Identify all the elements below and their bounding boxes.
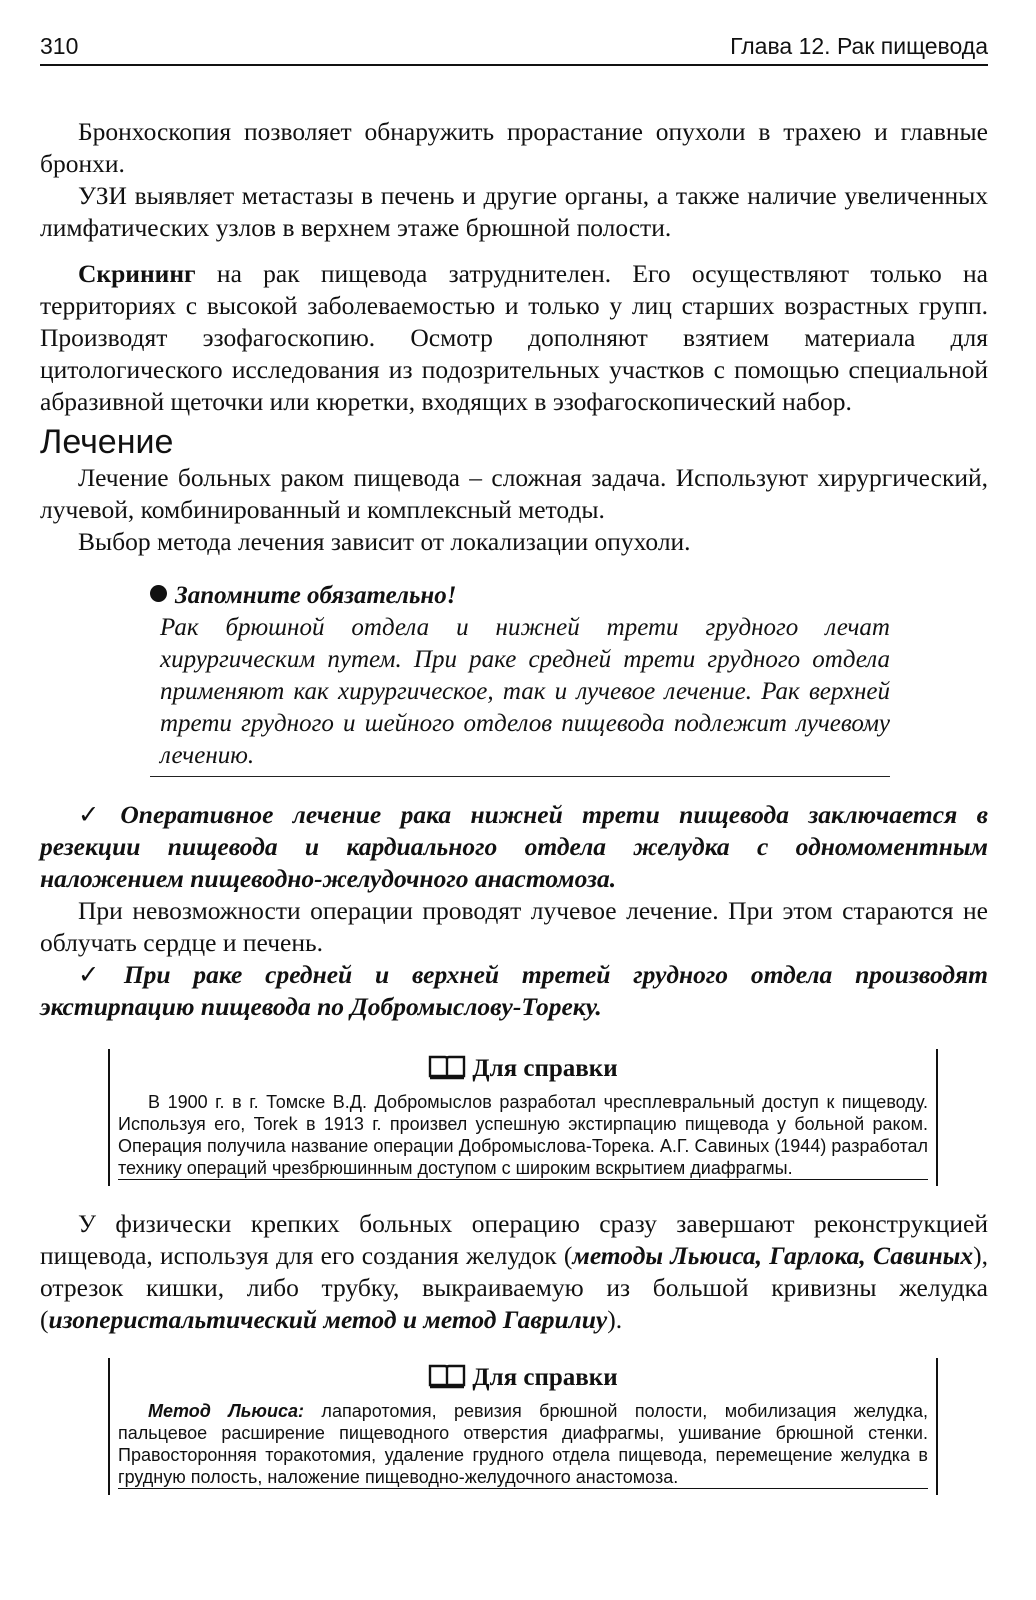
book-icon <box>428 1363 466 1398</box>
reconstruction-text-3: ). <box>607 1305 623 1334</box>
reconstruction-methods-1: методы Льюиса, Гарлока, Савиных <box>572 1241 974 1270</box>
bullet-icon <box>150 585 167 602</box>
paragraph-treatment-2: Выбор метода лечения зависит от локализации опухоли. <box>78 527 691 556</box>
rule-resection <box>40 799 988 895</box>
rule-extirpation <box>40 959 988 1023</box>
reconstruction-methods-2: изоперистальтический метод и метод Гаврилиу <box>48 1305 608 1334</box>
reference-box-lewis <box>108 1358 938 1495</box>
reference-heading <box>118 1053 928 1089</box>
page-number: 310 <box>40 33 79 59</box>
reference-heading-text: Для справки <box>472 1364 618 1391</box>
reference-text <box>118 1400 928 1488</box>
lewis-term: Метод Льюиса: <box>148 1401 304 1421</box>
paragraph-treatment-1: Лечение больных раком пищевода – сложная задача. Используют хирургический, лучевой, комбинированный и комплексный методы. <box>40 463 988 524</box>
rule-extirpation-text: При раке средней и верхней третей грудного отдела производят экстирпацию пищевода по Добромыслову-Тореку. <box>40 960 988 1021</box>
lewis-text: лапаротомия, ревизия брюшной полости, мобилизация желудка, пальцевое расширение пищеводного отверстия диафрагмы, ушивание брюшной стенки. Правосторонняя торакотомия, удаление грудного отдела пищевода, перемещение желудка в грудную полость, наложение пищеводно-желудочного анастомоза. <box>118 1401 928 1487</box>
book-icon <box>428 1054 466 1089</box>
paragraph-reconstruction <box>40 1208 988 1336</box>
reference-box-history <box>108 1049 938 1186</box>
rule-resection-text: Оперативное лечение рака нижней трети пищевода заключается в резекции пищевода и кардиального отдела желудка с одномоментным наложением пищеводно-желудочного анастомоза. <box>40 800 988 893</box>
paragraph-radiation: При невозможности операции проводят лучевое лечение. При этом стараются не облучать сердце и печень. <box>40 896 988 957</box>
screening-text: на рак пищевода затруднителен. Его осуществляют только на территориях с высокой заболеваемостью и только у лиц старших возрастных групп. Производят эзофагоскопию. Осмотр дополняют взятием материала для цитологического исследования из подозрительных участков с помощью специальной абразивной щеточки или кюретки, входящих в эзофагоскопический набор. <box>40 259 988 416</box>
chapter-title: Глава 12. Рак пищевода <box>730 33 988 59</box>
page <box>40 30 988 1495</box>
remember-text: Рак брюшной отдела и нижней трети грудного лечат хирургическим путем. При раке средней трети грудного отдела применяют как хирургическое, так и лучевое лечение. Рак верхней трети грудного и шейного отделов пищевода подлежит лучевому лечению. <box>160 614 890 769</box>
checkmark-icon: ✓ <box>78 960 116 989</box>
page-header <box>40 30 988 66</box>
reference-heading <box>118 1362 928 1398</box>
reconstruction-text-2: ), отрезок кишки, либо трубку, выкраиваемую из большой кривизны желудка ( <box>40 1241 988 1334</box>
reconstruction-text-1: У физически крепких больных операцию сразу завершают реконструкцией пищевода, используя для его создания желудок ( <box>40 1209 988 1270</box>
reference-body <box>118 1400 928 1489</box>
paragraph-screening <box>40 258 988 418</box>
paragraph-ultrasound: УЗИ выявляет метастазы в печень и другие органы, а также наличие увеличенных лимфатических узлов в верхнем этаже брюшной полости. <box>40 181 988 242</box>
remember-divider <box>150 776 890 777</box>
remember-heading-text: Запомните обязательно! <box>175 582 457 609</box>
checkmark-icon: ✓ <box>78 800 113 829</box>
screening-term: Скрининг <box>78 259 196 288</box>
reference-heading-text: Для справки <box>472 1055 618 1082</box>
section-title: Лечение <box>40 423 174 461</box>
remember-heading <box>150 580 890 612</box>
reference-text: В 1900 г. в г. Томске В.Д. Добромыслов разработал чресплевральный доступ к пищеводу. Используя его, Torek в 1913 г. произвел успешную экстирпацию пищевода у больной раком. Операция получила название операции Добромыслова-Торека. А.Г. Савиных (1944) разработал технику операций чрезбрюшинным доступом с широким вскрытием диафрагмы. <box>118 1092 928 1178</box>
paragraph-bronchoscopy: Бронхоскопия позволяет обнаружить прорастание опухоли в трахею и главные бронхи. <box>40 117 988 178</box>
remember-block <box>150 580 890 777</box>
reference-body <box>118 1091 928 1180</box>
